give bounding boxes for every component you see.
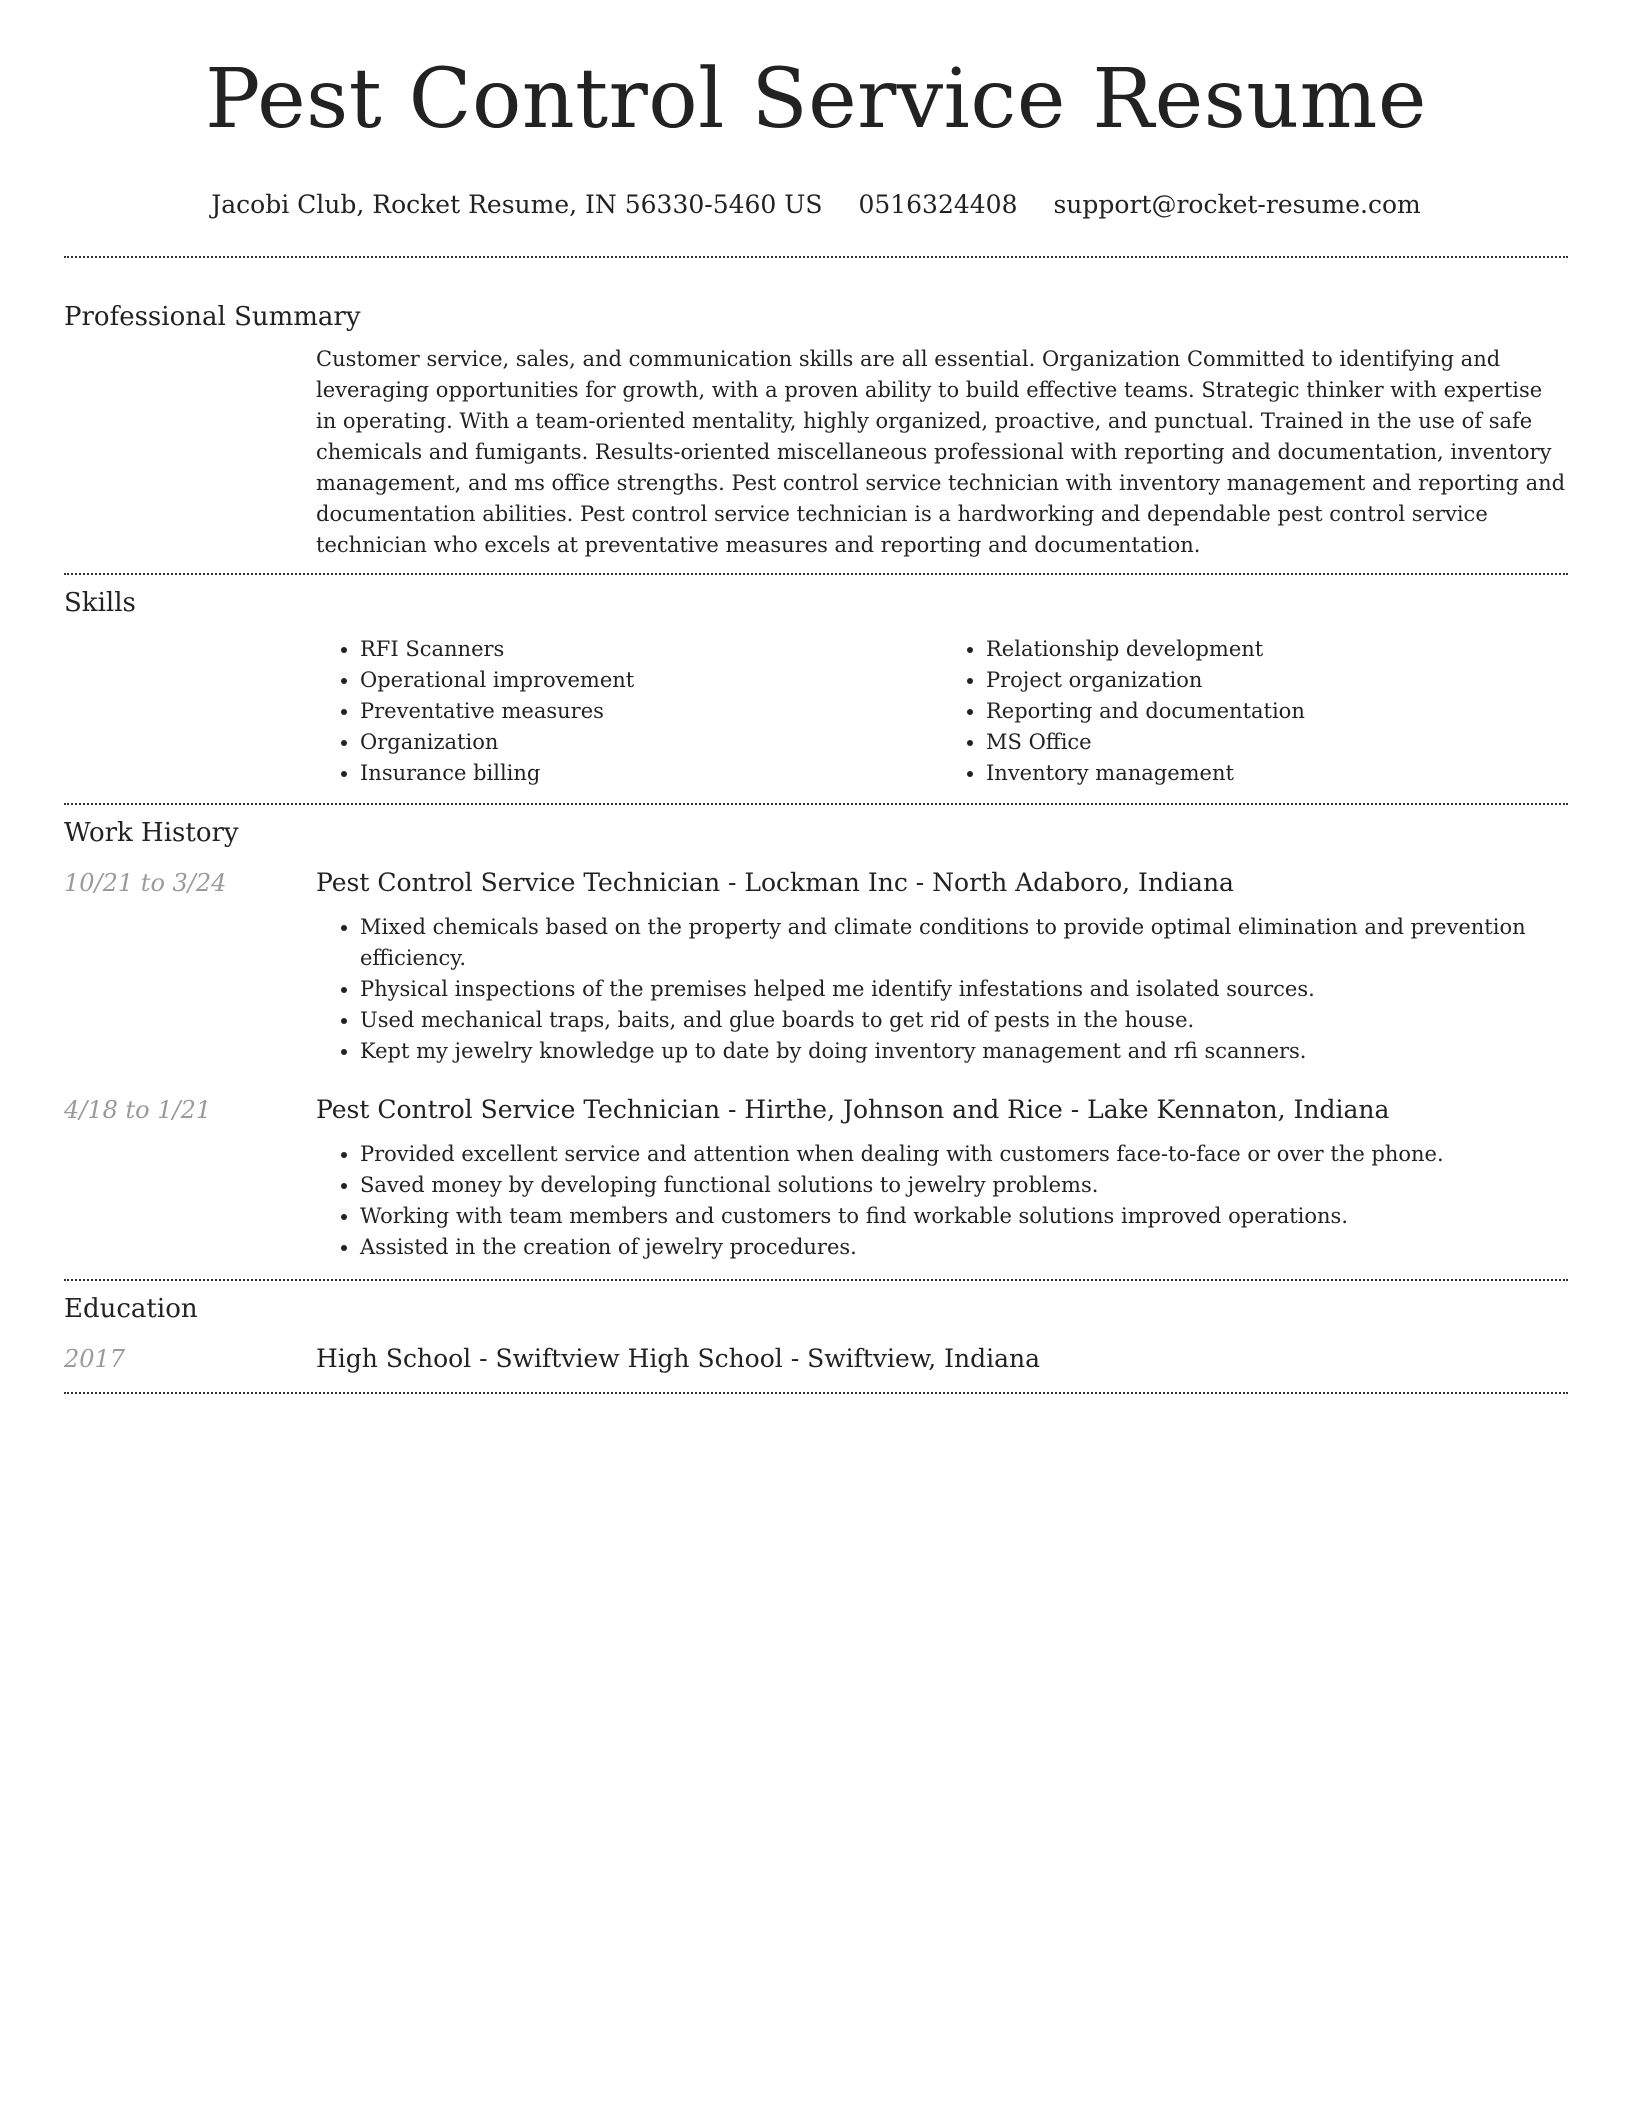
skills-grid [316, 634, 1568, 803]
job-bullet: • Saved money by developing functional solutions to jewelry problems. [360, 1170, 1568, 1201]
skills-column-left [316, 634, 942, 789]
education-entry [64, 1342, 1568, 1392]
job-bullets [316, 1139, 1568, 1263]
job-bullets [316, 912, 1568, 1067]
job-entry [64, 866, 1568, 1067]
work-history-section [64, 805, 1568, 1279]
contact-phone: 0516324408 [858, 190, 1018, 219]
education-divider [64, 1392, 1568, 1394]
skill-item: • Relationship development [986, 634, 1568, 665]
section-title-education: Education [64, 1294, 198, 1324]
skills-section [64, 575, 1568, 803]
skills-column-right [942, 634, 1568, 789]
skill-item: • Operational improvement [360, 665, 942, 696]
section-title-skills: Skills [64, 588, 136, 618]
contact-email: support@rocket-resume.com [1053, 190, 1421, 219]
job-entry [64, 1093, 1568, 1263]
skill-item: • MS Office [986, 727, 1568, 758]
summary-text: Customer service, sales, and communication skills are all essential. Organization Committed to identifying and leveraging opportunities for growth, with a proven ability to build effective teams. Strategic thinker with expertise in operating. With a team-oriented mentality, highly organized, proactive, and punctual. Trained in the use of safe chemicals and fumigants. Results-oriented miscellaneous professional with reporting and documentation, inventory management, and ms office strengths. Pest control service technician with inventory management and reporting and documentation abilities. Pest control service technician is a hardworking and dependable pest control service technician who excels at preventative measures and reporting and documentation. [316, 347, 1566, 557]
skill-item: • Inventory management [986, 758, 1568, 789]
job-bullet: • Assisted in the creation of jewelry procedures. [360, 1232, 1568, 1263]
education-date: 2017 [64, 1345, 126, 1373]
resume-title: Pest Control Service Resume [205, 52, 1427, 147]
job-body [316, 1093, 1568, 1263]
contact-address: Jacobi Club, Rocket Resume, IN 56330-5460 US [211, 190, 823, 219]
job-title: Pest Control Service Technician - Lockman Inc - North Adaboro, Indiana [316, 868, 1234, 897]
section-title-summary: Professional Summary [64, 302, 361, 332]
job-bullet: • Working with team members and customers to find workable solutions improved operations. [360, 1201, 1568, 1232]
skill-item: • Insurance billing [360, 758, 942, 789]
contact-line [64, 188, 1568, 222]
skill-item: • Reporting and documentation [986, 696, 1568, 727]
skill-item: • Project organization [986, 665, 1568, 696]
skill-item: • RFI Scanners [360, 634, 942, 665]
education-title: High School - Swiftview High School - Swiftview, Indiana [316, 1344, 1041, 1373]
job-bullet: • Used mechanical traps, baits, and glue boards to get rid of pests in the house. [360, 1005, 1568, 1036]
skill-item: • Preventative measures [360, 696, 942, 727]
section-title-work: Work History [64, 818, 239, 848]
job-bullet: • Kept my jewelry knowledge up to date by doing inventory management and rfi scanners. [360, 1036, 1568, 1067]
professional-summary-section [64, 258, 1568, 573]
job-bullet: • Physical inspections of the premises helped me identify infestations and isolated sources. [360, 974, 1568, 1005]
job-bullet: • Mixed chemicals based on the property and climate conditions to provide optimal elimination and prevention efficiency. [360, 912, 1568, 974]
skill-item: • Organization [360, 727, 942, 758]
job-date: 10/21 to 3/24 [64, 869, 227, 897]
job-date: 4/18 to 1/21 [64, 1096, 212, 1124]
education-section [64, 1281, 1568, 1392]
job-body [316, 866, 1568, 1067]
job-bullet: • Provided excellent service and attention when dealing with customers face-to-face or over the phone. [360, 1139, 1568, 1170]
job-title: Pest Control Service Technician - Hirthe, Johnson and Rice - Lake Kennaton, Indiana [316, 1095, 1390, 1124]
